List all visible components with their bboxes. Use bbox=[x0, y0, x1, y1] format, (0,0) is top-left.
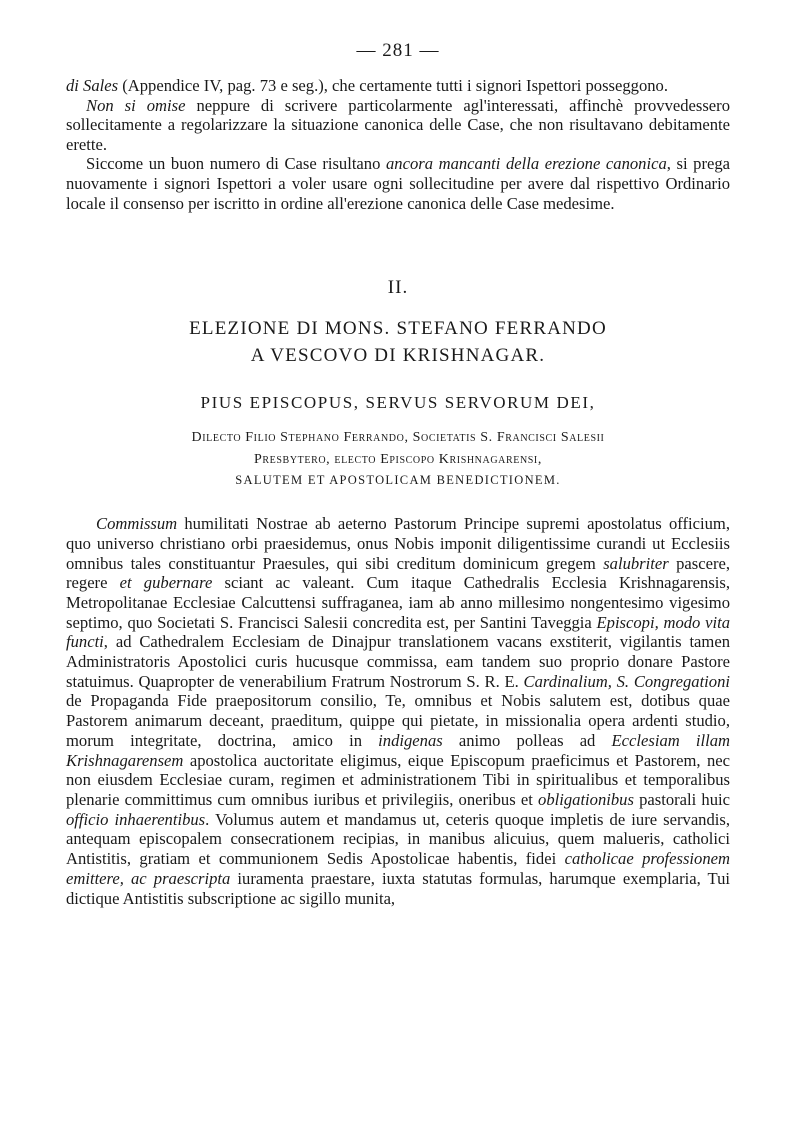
paragraph-text: de Propaganda Fide praepositorum consilio, Te, omnibus et Nobis salutem est, dotibus quae Pastorem animarum deceant, praeditum, quippe qui pietate, in missionalia opera ardenti studio, morum integritate, doctrina, amico in bbox=[66, 691, 730, 750]
italic-phrase: Cardinalium, S. Congregationi bbox=[523, 671, 730, 691]
paragraph-text: (Appendice IV, pag. 73 e seg.), che certamente tutti i signori Ispettori posseggono. bbox=[118, 76, 669, 95]
paragraph-text: humilitati Nostrae ab aeterno Pastorum Principe supremi apostolatus officium, quo universo christiano orbi praesidemus, onus Nobis imponit diligentissime curandi ut Ecclesiis omnibus tales constituantur Praesules, qui sibi creditum dominicum gregem bbox=[66, 514, 730, 573]
bull-greeting: SALUTEM ET APOSTOLICAM BENEDICTIONEM. bbox=[235, 473, 561, 488]
paragraph-text: . Volumus autem et mandamus ut, ceteris quoque impletis de iure servandis, antequam episcopalem consecrationem recipias, in manibus alicuius, quem malueris, catholici Antistitis, gratiam et communionem Sedis Apostolicae habentis, fidei bbox=[66, 809, 730, 869]
paragraph-text: , si prega nuovamente i signori Ispettori a voler usare ogni sollecitudine per avere dal rispettivo Ordinario locale il consenso per iscritto in ordine all'erezione canonica delle Case medesime. bbox=[66, 154, 731, 213]
italic-phrase: obligationibus bbox=[538, 790, 634, 809]
section-title-line-2: A VESCOVO DI KRISHNAGAR. bbox=[250, 345, 546, 367]
intro-paragraph-1 bbox=[66, 76, 730, 96]
italic-phrase: Non si omise bbox=[86, 95, 186, 115]
paragraph-text: neppure di scrivere particolarmente agl'interessati, affinchè provvedessero sollecitamente a regolarizzare la situazione canonica delle Case, che non risultavano debitamente erette. bbox=[66, 95, 730, 154]
section-title-line-1: ELEZIONE DI MONS. STEFANO FERRANDO bbox=[189, 318, 607, 340]
page-number: — 281 — bbox=[356, 40, 440, 61]
italic-phrase: Commissum bbox=[96, 514, 178, 534]
paragraph-text: animo polleas ad bbox=[442, 730, 612, 750]
bull-heading: PIUS EPISCOPUS, SERVUS SERVORUM DEI, bbox=[200, 393, 596, 413]
italic-phrase: salubriter bbox=[603, 553, 669, 573]
paragraph-text: pascere, regere bbox=[66, 553, 730, 593]
italic-phrase: ancora mancanti della erezione canonica bbox=[386, 154, 667, 174]
italic-phrase: Episcopi, modo vita functi bbox=[66, 612, 730, 652]
italic-phrase: catholicae professionem emittere, ac praescripta bbox=[66, 849, 730, 888]
bull-address-line-2: Presbytero, electo Episcopo Krishnagarensi, bbox=[254, 452, 542, 468]
intro-paragraph-3 bbox=[66, 154, 730, 213]
paragraph-text: , ad Cathedralem Ecclesiam de Dinajpur translationem vacans exstiterit, vigilantis tamen Administratoris Apostolici curis hucusque commissa, eam tandem suo proprio donare Pastore statuimus. Quapropter de venerabilium Fratrum Nostrorum S. R. E. bbox=[66, 632, 730, 691]
italic-phrase: officio inhaerentibus bbox=[66, 809, 206, 829]
paragraph-text: iuramenta praestare, iuxta statutas formulas, harumque exemplaria, Tui dictique Antistitis subscriptione ac sigillo munita, bbox=[66, 868, 730, 908]
bull-body-paragraph bbox=[66, 514, 730, 908]
section-number: II. bbox=[387, 277, 409, 299]
paragraph-text: apostolica auctoritate eligimus, eique Episcopum praeficimus et Pastorem, nec non eiusdem Ecclesiae curam, regimen et administrationem Tibi in spiritualibus et temporalibus plenarie committimus cum omnibus iuribus et privilegiis, oneribus et bbox=[66, 750, 730, 809]
paragraph-text: sciant ac valeant. Cum itaque Cathedralis Ecclesia Krishnagarensis, Metropolitanae Ecclesiae Calcuttensi suffraganea, iam ab anno millesimo nongentesimo vigesimo septimo, quo Societati S. Francisci Salesii concredita est, per Santini Taveggia bbox=[66, 573, 731, 632]
italic-phrase: et gubernare bbox=[119, 573, 213, 593]
paragraph-text: Siccome un buon numero di Case risultano bbox=[86, 154, 386, 174]
italic-phrase: Ecclesiam illam Krishnagarensem bbox=[66, 730, 731, 770]
italic-phrase: di Sales bbox=[66, 76, 119, 95]
italic-phrase: indigenas bbox=[378, 730, 443, 750]
bull-address-line-1: Dilecto Filio Stephano Ferrando, Societatis S. Francisci Salesii bbox=[191, 430, 605, 446]
paragraph-text: pastorali huic bbox=[633, 790, 730, 809]
document-page bbox=[66, 40, 730, 925]
intro-paragraph-2 bbox=[66, 96, 730, 155]
